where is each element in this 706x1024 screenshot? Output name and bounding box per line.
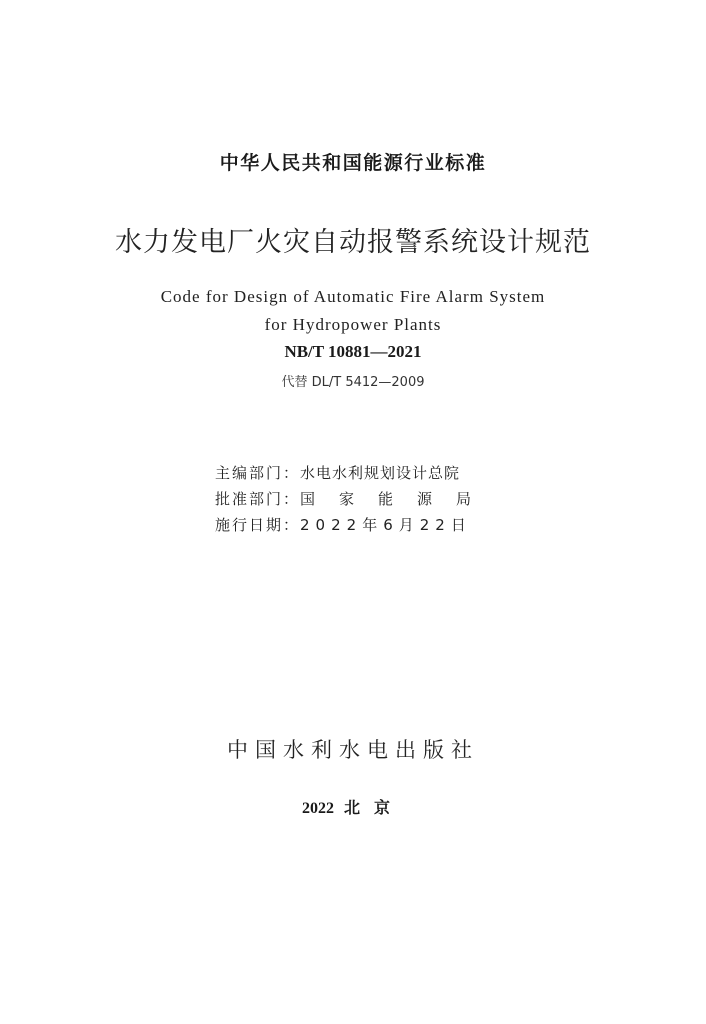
standard-category: 中华人民共和国能源行业标准 (219, 152, 487, 174)
imprint (0, 795, 706, 818)
approver-value: 国家能源局 (300, 490, 496, 508)
approver-label: 批准部门： (215, 490, 301, 508)
document-title-english-line2: for Hydropower Plants (264, 315, 442, 334)
publisher-name: 中国水利水电出版社 (227, 738, 479, 762)
document-title-chinese: 水力发电厂火灾自动报警系统设计规范 (115, 227, 591, 258)
publication-info (215, 460, 495, 538)
effective-date-value: 2022年6月22日 (300, 516, 472, 534)
document-title-english-line1: Code for Design of Automatic Fire Alarm System (160, 287, 546, 306)
editor-value: 水电水利规划设计总院 (300, 464, 461, 482)
effective-date-row (215, 512, 495, 538)
imprint-year: 2022 (301, 800, 334, 817)
replaces-standard: 代替 DL/T 5412—2009 (281, 375, 425, 390)
editor-row (215, 460, 495, 486)
standard-number: NB/T 10881—2021 (284, 342, 422, 361)
approver-row (215, 486, 495, 512)
editor-label: 主编部门： (215, 464, 301, 482)
effective-date-label: 施行日期： (215, 516, 301, 534)
imprint-city: 北京 (343, 798, 404, 817)
